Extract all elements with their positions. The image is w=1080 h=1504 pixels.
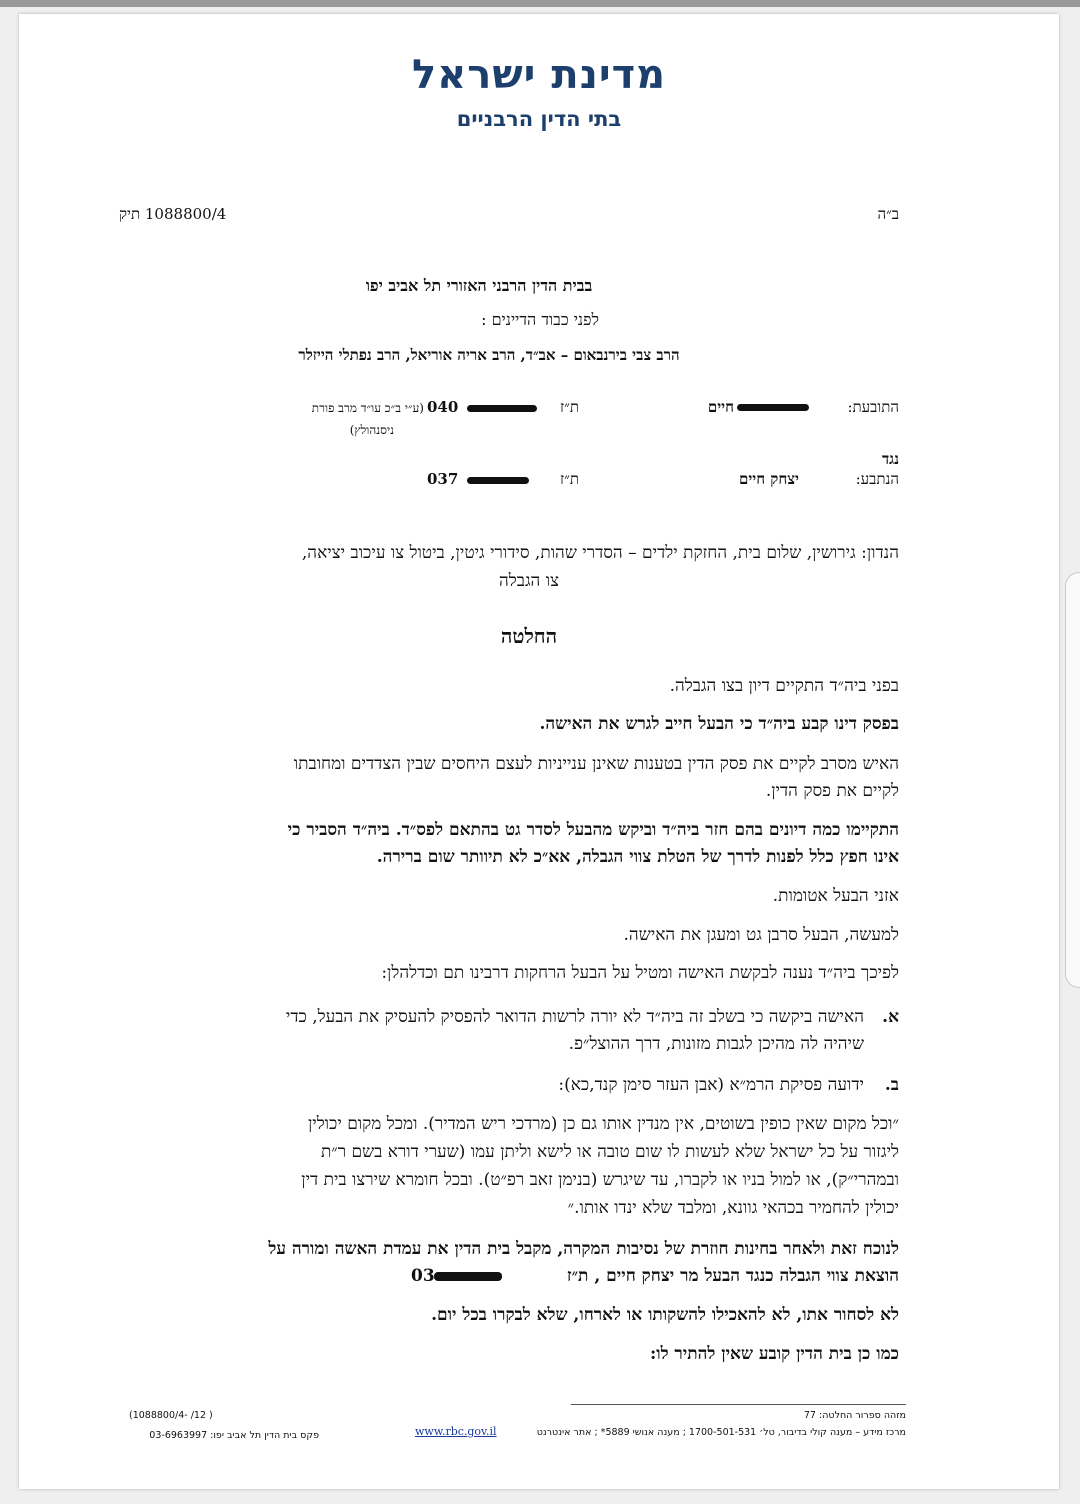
conclusion-line: הוצאת צווי הגבלה כנגד הבעל מר יצחק חיים , ת״ז [566,1266,899,1286]
list-item-a-cont: שיהיה לה מהיכן לגבות מזונות, דרך ההוצל״פ. [568,1034,864,1054]
decision-id: מזהה ספרור החלטה: 77 [803,1410,906,1421]
defendant-name: יצחק חיים [738,470,799,488]
plaintiff-id-prefix: 040 [427,398,459,416]
decision-title: החלטה [500,624,558,648]
redaction-bar [467,405,537,412]
redaction-bar [467,477,529,484]
decision-paragraph: בפסק דינו קבע ביה״ד כי הבעל חייב לגרש את האישה. [539,714,899,734]
subject-line-2: צו הגבלה [499,571,559,591]
top-bar [0,0,1080,7]
decision-paragraph: אינו חפץ כלל לפנות לדרך של הטלת צווי הגבלה, אא״כ לא תיוותר שום ברירה. [376,847,899,867]
plaintiff-id-label: ת״ז [559,398,579,416]
plaintiff-representative-cont: ניסנהולץ) [349,423,394,437]
quote-line: יכולין להחמיר בכהאי גוונא, ומלבד שלא ינדו אותו.״ [567,1198,899,1218]
info-center-line: מרכז מידע – מענה קולי בדיבור, טל׳ 1700-501-531 ; מענה אנושי 5889* ; אתר אינטרנט [536,1427,906,1438]
state-logo-title: מדינת ישראל [411,52,667,98]
case-file-number: 1088800/4 תיק [119,205,227,223]
defendant-label: הנתבע: [855,470,899,488]
decision-paragraph: לפיכך ביה״ד נענה לבקשת האישה ומטיל על הבעל הרחקות דרבינו תם וכדלהלן: [381,963,899,983]
judges-names: הרב צבי בירנבאום – אב״ד, הרב אריה אוריאל, הרב נפתלי הייזלר [298,346,680,364]
subject-line-1: הנדון: גירושין, שלום בית, החזקת ילדים – הסדרי שהות, סידורי גיטין, ביטול צו עיכוב יציאה, [301,543,899,563]
page-reference: (1088800/4- /12 ) [129,1410,213,1421]
decision-paragraph: בפני ביה״ד התקיים דיון בצו הגבלה. [669,676,899,696]
defendant-id-prefix: 037 [427,470,459,488]
scroll-handle[interactable] [1065,572,1080,988]
decision-paragraph: למעשה, הבעל סרבן גט ומעגן את האישה. [623,925,899,945]
court-name: בבית הדין הרבני האזורי תל אביב יפו [365,276,593,295]
redaction-bar [737,404,809,411]
document-page [19,14,1059,1489]
conclusion-line: לא לסחור אתו, לא להאכילו להשקותו או לארחו, שלא לבקרו בכל יום. [431,1305,899,1325]
redaction-bar [434,1272,502,1281]
plaintiff-name: חיים [707,398,734,416]
decision-paragraph: האיש מסרב לקיים את פסק הדין בטענות שאינן ענייניות לעצם היחסים שבין הצדדים ומחובתו [293,754,899,774]
list-marker-a: א. [882,1007,899,1027]
rabbinical-courts-subtitle: בתי הדין הרבניים [456,107,622,131]
bh-mark: ב״ה [877,205,899,223]
quote-line: ובמהרי״ק), או למול בניו או לקברו, עד שיגרש (בנימן זאב רפ״ט). ובכל חומרא שירצו בית דין [301,1170,899,1190]
defendant-id-label: ת״ז [559,470,579,488]
before-judges-label: לפני כבוד הדיינים : [481,310,599,329]
conclusion-id-prefix: 03 [411,1266,435,1286]
quote-line: ליגזור על כל ישראל שלא לעשות לו שום טובה או לישא וליתן עמו (שערי דורא בשם ר״ת [320,1142,899,1162]
decision-paragraph: התקיימו כמה דיונים בהם חזר ביה״ד וביקש מהבעל לסדר גט בהתאם לפס״ד. ביה״ד הסביר כי [287,820,899,840]
list-marker-b: ב. [884,1075,899,1095]
website-link[interactable]: www.rbc.gov.il [415,1425,497,1438]
plaintiff-label: התובעת: [847,398,899,416]
court-fax: פקס בית הדין תל אביב יפו: 03-6963997 [149,1430,319,1441]
list-item-a: האישה ביקשה כי בשלב זה ביה״ד לא יורה לרשות הדואר להפסיק להעסיק את הבעל, כדי [285,1007,864,1027]
decision-paragraph: אזני הבעל אטומות. [772,886,899,906]
quote-line: ״וכל מקום שאין כופין בשוטים, אין מנדין אותו גם כן (מרדכי ריש המדיר). ומכל מקום יכולין [307,1114,899,1134]
conclusion-line: כמו כן בית הדין קובע שאין להתיר לו: [649,1344,899,1364]
conclusion-line: לנוכח זאת ולאחר בחינות חוזרת של נסיבות המקרה, מקבל בית הדין את עמדת האשה ומורה על [268,1239,899,1259]
decision-paragraph: לקיים את פסק הדין. [765,781,899,801]
list-item-b: ידועה פסיקת הרמ״א (אבן העזר סימן קנד,כא): [558,1075,864,1095]
against-label: נגד [881,450,899,468]
plaintiff-representative: (ע״י ב״כ עו״ד מרב פורת [311,401,424,415]
footer-divider [571,1404,906,1405]
